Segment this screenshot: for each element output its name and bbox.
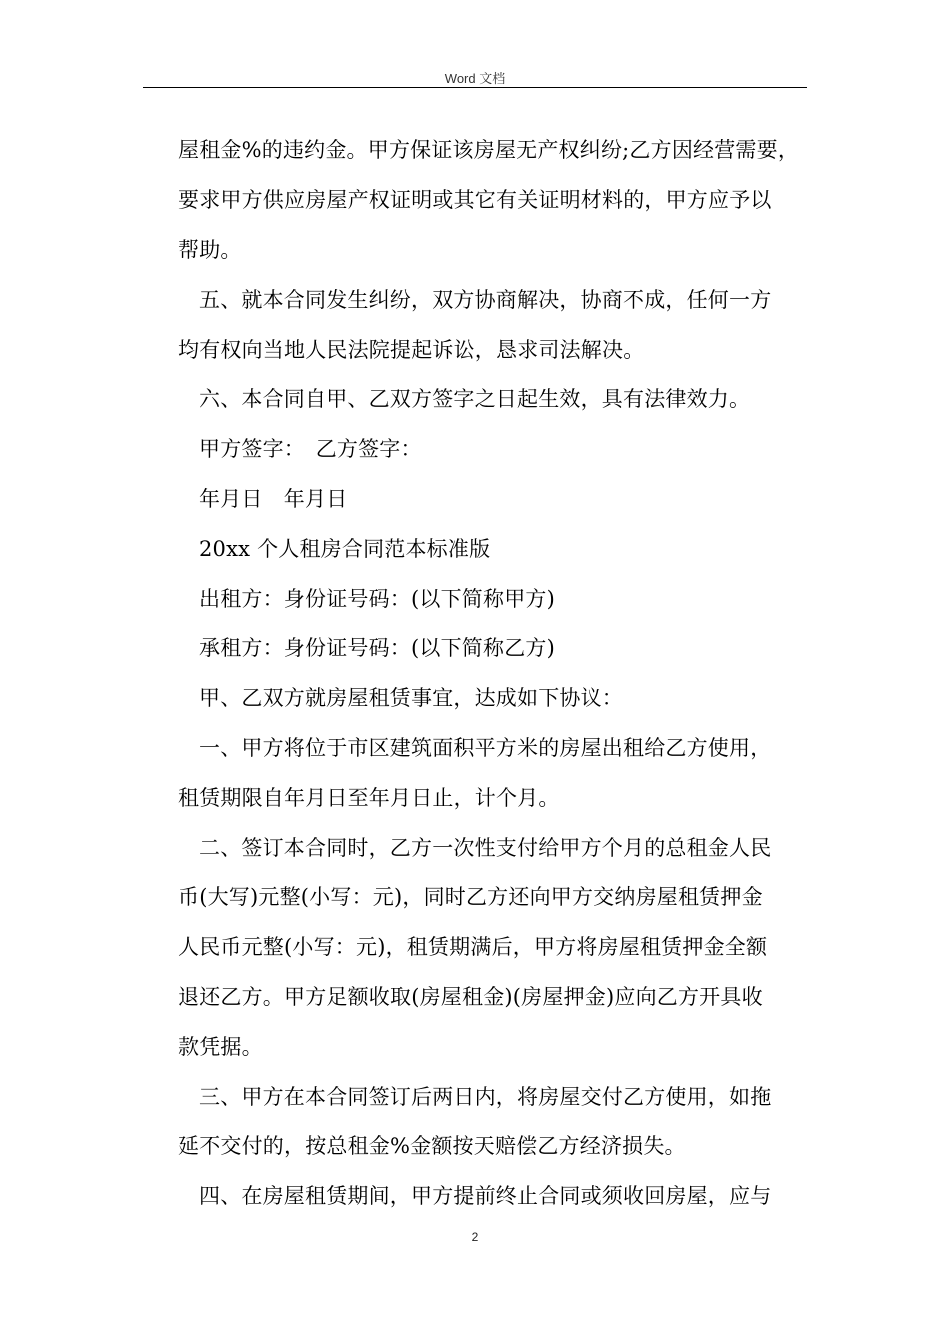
body-line: 均有权向当地人民法院提起诉讼，恳求司法解决。 (178, 338, 645, 362)
page-number: 2 (471, 1230, 479, 1244)
date-line: 年月日 年月日 (199, 487, 348, 511)
body-line: 要求甲方供应房屋产权证明或其它有关证明材料的，甲方应予以 (178, 188, 772, 212)
body-line: 六、本合同自甲、乙双方签字之日起生效，具有法律效力。 (199, 387, 751, 411)
body-line: 一、甲方将位于市区建筑面积平方米的房屋出租给乙方使用， (199, 736, 772, 760)
body-line: 二、签订本合同时，乙方一次性支付给甲方个月的总租金人民 (199, 836, 772, 860)
body-line: 五、就本合同发生纠纷，双方协商解决，协商不成，任何一方 (199, 288, 772, 312)
body-line: 甲、乙双方就房屋租赁事宜，达成如下协议： (199, 686, 623, 710)
body-line: 款凭据。 (178, 1035, 263, 1059)
body-line: 三、甲方在本合同签订后两日内，将房屋交付乙方使用，如拖 (199, 1085, 772, 1109)
page-header-title: Word 文档 (444, 71, 506, 86)
party-b-line: 承租方：身份证号码：(以下简称乙方) (199, 636, 555, 660)
body-line: 屋租金%的违约金。甲方保证该房屋无产权纠纷;乙方因经营需要， (178, 138, 800, 162)
header-divider (143, 87, 807, 88)
body-line: 帮助。 (178, 238, 242, 262)
body-line: 四、在房屋租赁期间，甲方提前终止合同或须收回房屋，应与 (199, 1184, 772, 1208)
party-a-line: 出租方：身份证号码：(以下简称甲方) (199, 587, 555, 611)
signature-line: 甲方签字： 乙方签字： (199, 437, 422, 461)
body-line: 租赁期限自年月日至年月日止，计个月。 (178, 786, 560, 810)
section-title: 20xx 个人租房合同范本标准版 (199, 537, 491, 561)
body-line: 币(大写)元整(小写：元)，同时乙方还向甲方交纳房屋租赁押金 (178, 885, 763, 909)
body-line: 人民币元整(小写：元)，租赁期满后，甲方将房屋租赁押金全额 (178, 935, 768, 959)
body-line: 延不交付的，按总租金%金额按天赔偿乙方经济损失。 (178, 1134, 686, 1158)
body-line: 退还乙方。甲方足额收取(房屋租金)(房屋押金)应向乙方开具收 (178, 985, 763, 1009)
